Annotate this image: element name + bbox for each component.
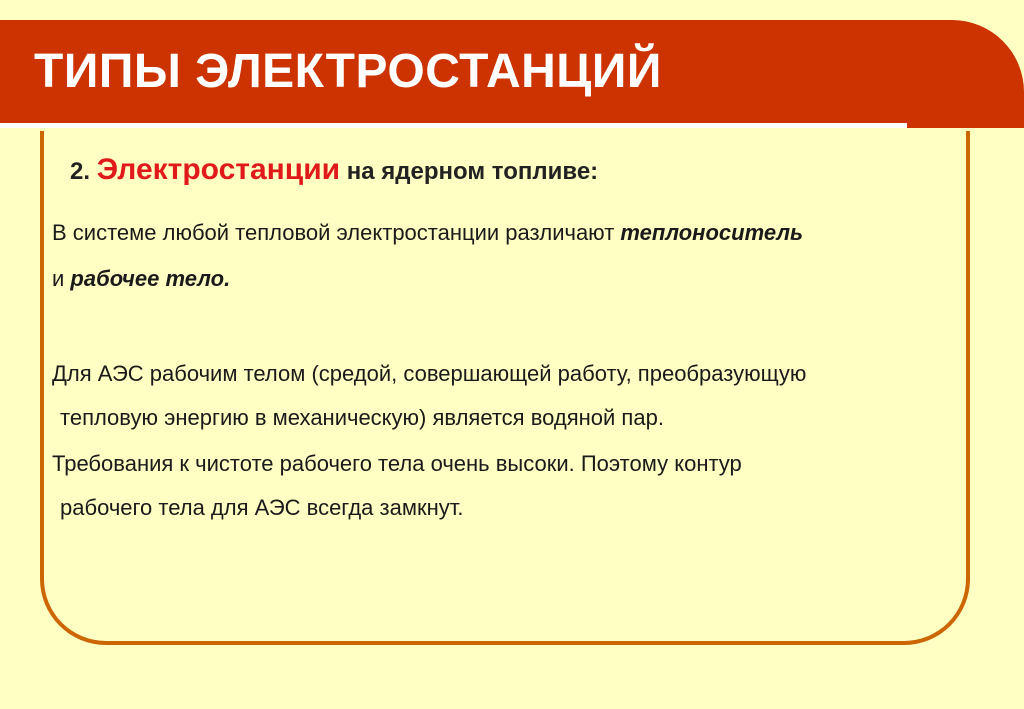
term-coolant: теплоноситель: [620, 220, 804, 245]
paragraph1-line1-text: В системе любой тепловой электростанции различают: [52, 220, 621, 245]
paragraph1-line2: [52, 266, 230, 292]
slide-subtitle: [70, 153, 598, 187]
title-underline: [0, 123, 907, 128]
paragraph1-line1: [52, 220, 803, 246]
subtitle-rest: на ядерном топливе:: [340, 158, 599, 185]
content-frame: [40, 131, 970, 645]
subtitle-emphasis: Электростанции: [96, 153, 341, 186]
slide-title: ТИПЫ ЭЛЕКТРОСТАНЦИЙ: [34, 45, 662, 98]
paragraph3-line1: Требования к чистоте рабочего тела очень высоки. Поэтому контур: [52, 451, 742, 476]
subtitle-number: 2.: [70, 158, 97, 185]
paragraph3-line2: рабочего тела для АЭС всегда замкнут.: [60, 495, 464, 520]
paragraph2-line1: Для АЭС рабочим телом (средой, совершающей работу, преобразующую: [52, 361, 807, 386]
paragraph2-line2: тепловую энергию в механическую) является водяной пар.: [60, 405, 664, 430]
term-working-body: рабочее тело.: [70, 266, 231, 291]
paragraph1-line2-text: и: [52, 266, 71, 291]
